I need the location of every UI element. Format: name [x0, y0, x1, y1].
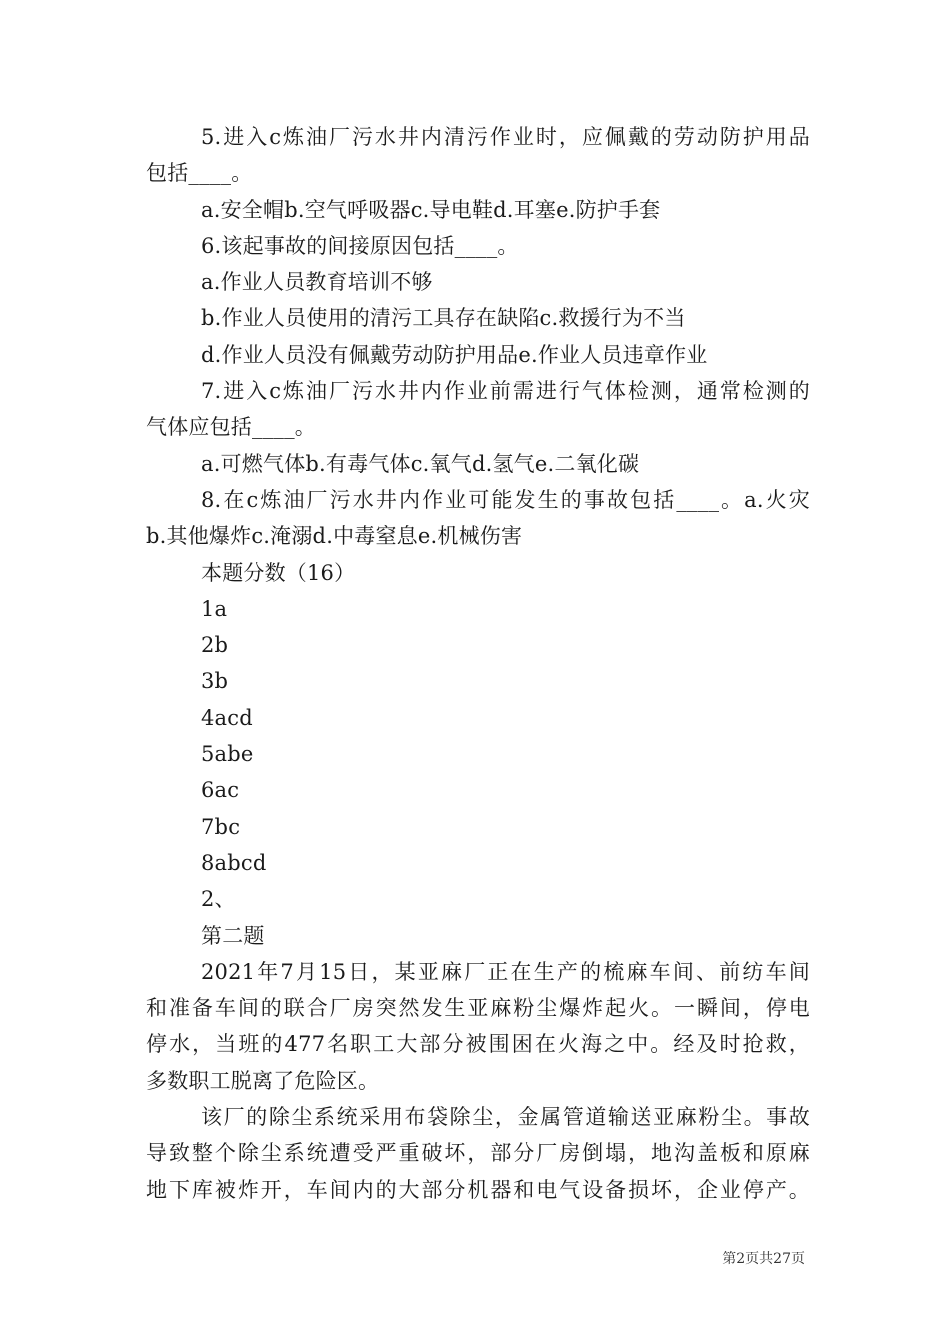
text-line: 该厂的除尘系统采用布袋除尘，金属管道输送亚麻粉尘。事故 — [201, 1105, 810, 1130]
answer-item: 6ac — [201, 778, 240, 803]
section-number: 2、 — [201, 887, 236, 912]
page-number: 第2页共27页 — [722, 1251, 805, 1267]
text-line: 气体应包括____。 — [146, 415, 316, 440]
answer-item: 3b — [201, 669, 229, 694]
text-line: 8.在c炼油厂污水井内作业可能发生的事故包括____。a.火灾 — [201, 487, 810, 512]
text-line: 多数职工脱离了危险区。 — [146, 1068, 380, 1093]
text-line: 5.进入c炼油厂污水井内清污作业时，应佩戴的劳动防护用品 — [201, 125, 810, 149]
text-line: d.作业人员没有佩戴劳动防护用品e.作业人员违章作业 — [201, 342, 708, 367]
text-line: b.其他爆炸c.淹溺d.中毒窒息e.机械伤害 — [146, 524, 523, 549]
document-body — [146, 119, 810, 1208]
text-line: 地下库被炸开，车间内的大部分机器和电气设备损坏，企业停产。 — [146, 1177, 810, 1202]
answer-item: 1a — [201, 596, 228, 621]
answer-item: 2b — [201, 633, 229, 658]
text-line: 停水，当班的477名职工大部分被围困在火海之中。经及时抢救， — [146, 1032, 810, 1057]
text-line: 6.该起事故的间接原因包括____。 — [201, 233, 519, 258]
text-line: a.作业人员教育培训不够 — [201, 270, 433, 295]
answer-item: 5abe — [201, 742, 254, 767]
text-line: 包括____。 — [146, 161, 253, 186]
answer-item: 4acd — [201, 705, 253, 730]
answer-item: 8abcd — [201, 850, 267, 875]
text-line: b.作业人员使用的清污工具存在缺陷c.救援行为不当 — [201, 306, 686, 331]
text-line: 和准备车间的联合厂房突然发生亚麻粉尘爆炸起火。一瞬间，停电 — [146, 996, 810, 1021]
text-line: 7.进入c炼油厂污水井内作业前需进行气体检测，通常检测的 — [201, 379, 810, 404]
answer-item: 7bc — [201, 814, 241, 839]
text-line: 导致整个除尘系统遭受严重破坏，部分厂房倒塌，地沟盖板和原麻 — [146, 1141, 810, 1166]
section-heading: 第二题 — [201, 923, 265, 948]
text-line: a.安全帽b.空气呼吸器c.导电鞋d.耳塞e.防护手套 — [201, 197, 661, 222]
text-line: 2021年7月15日，某亚麻厂正在生产的梳麻车间、前纺车间 — [201, 959, 810, 984]
text-line: a.可燃气体b.有毒气体c.氧气d.氢气e.二氧化碳 — [201, 451, 640, 476]
score-label: 本题分数（16） — [201, 560, 356, 585]
